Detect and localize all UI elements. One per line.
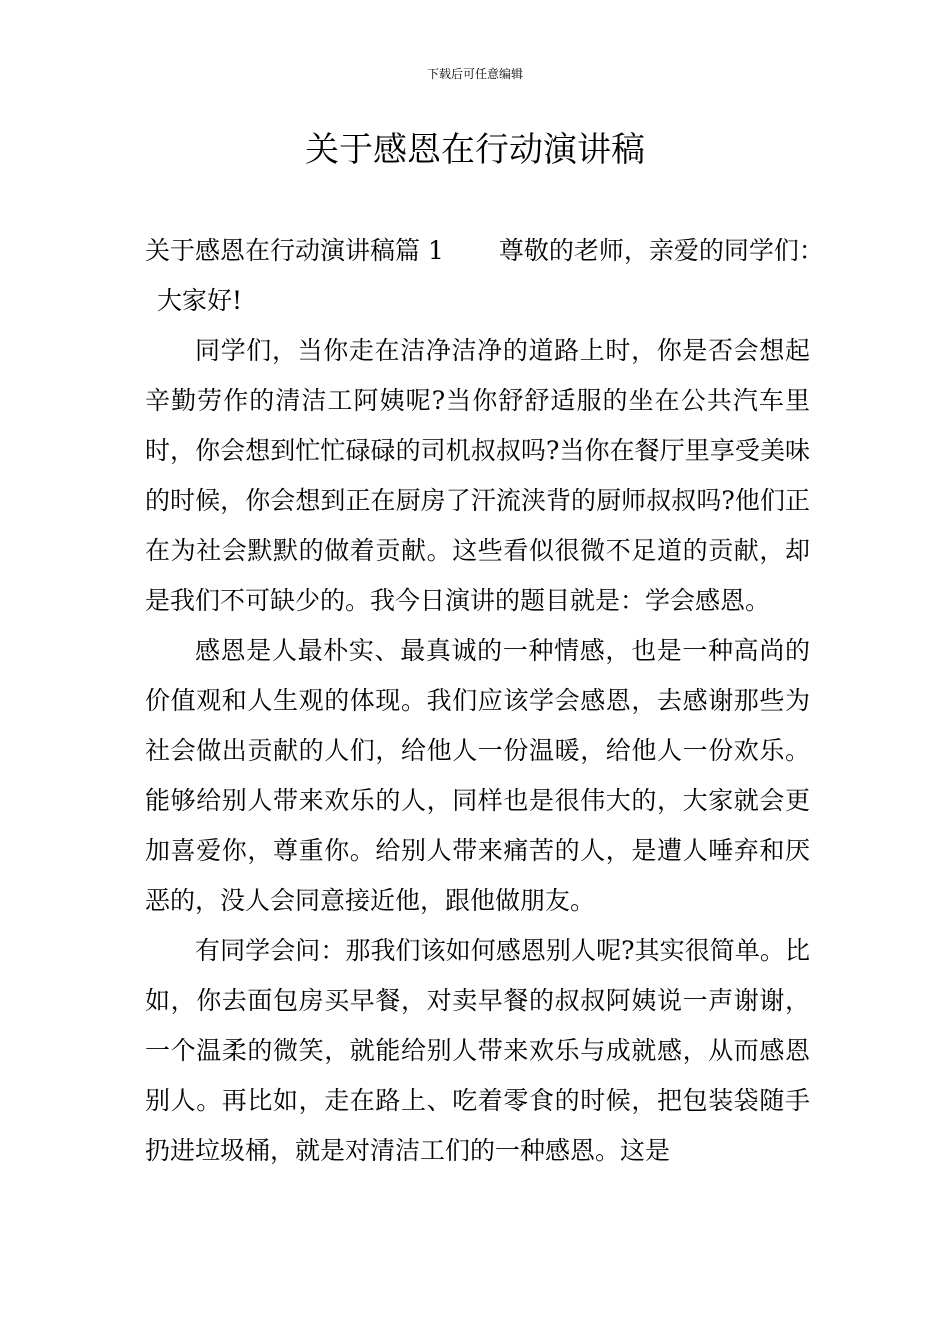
paragraph-3: 有同学会问：那我们该如何感恩别人呢?其实很简单。比如，你去面包房买早餐，对卖早餐的叔叔阿姨说一声谢谢，一个温柔的微笑，就能给别人带来欢乐与成就感，从而感恩别人。再比如，走在路上、吃着零食的时候，把包装袋随手扔进垃圾桶，就是对清洁工们的一种感恩。这是 — [145, 936, 810, 1165]
header-note: 下载后可任意编辑 — [426, 67, 523, 81]
document-body — [145, 226, 824, 1176]
document-title: 关于感恩在行动演讲稿 — [305, 130, 645, 170]
section-heading: 关于感恩在行动演讲稿篇 1 — [145, 236, 444, 265]
greeting: 大家好! — [157, 286, 243, 315]
paragraph-1: 同学们，当你走在洁净洁净的道路上时，你是否会想起辛勤劳作的清洁工阿姨呢?当你舒舒适服的坐在公共汽车里时，你会想到忙忙碌碌的司机叔叔吗?当你在餐厅里享受美味的时候，你会想到正在厨房了汗流浃背的厨师叔叔吗?他们正在为社会默默的做着贡献。这些看似很微不足道的贡献，却是我们不可缺少的。我今日演讲的题目就是：学会感恩。 — [145, 336, 810, 615]
intro-line — [145, 226, 824, 276]
paragraph-2: 感恩是人最朴实、最真诚的一种情感，也是一种高尚的价值观和人生观的体现。我们应该学会感恩，去感谢那些为社会做出贡献的人们，给他人一份温暖，给他人一份欢乐。能够给别人带来欢乐的人，同样也是很伟大的，大家就会更加喜爱你，尊重你。给别人带来痛苦的人，是遭人唾弃和厌恶的，没人会同意接近他，跟他做朋友。 — [145, 636, 810, 915]
salutation: 尊敬的老师，亲爱的同学们： — [498, 236, 824, 265]
